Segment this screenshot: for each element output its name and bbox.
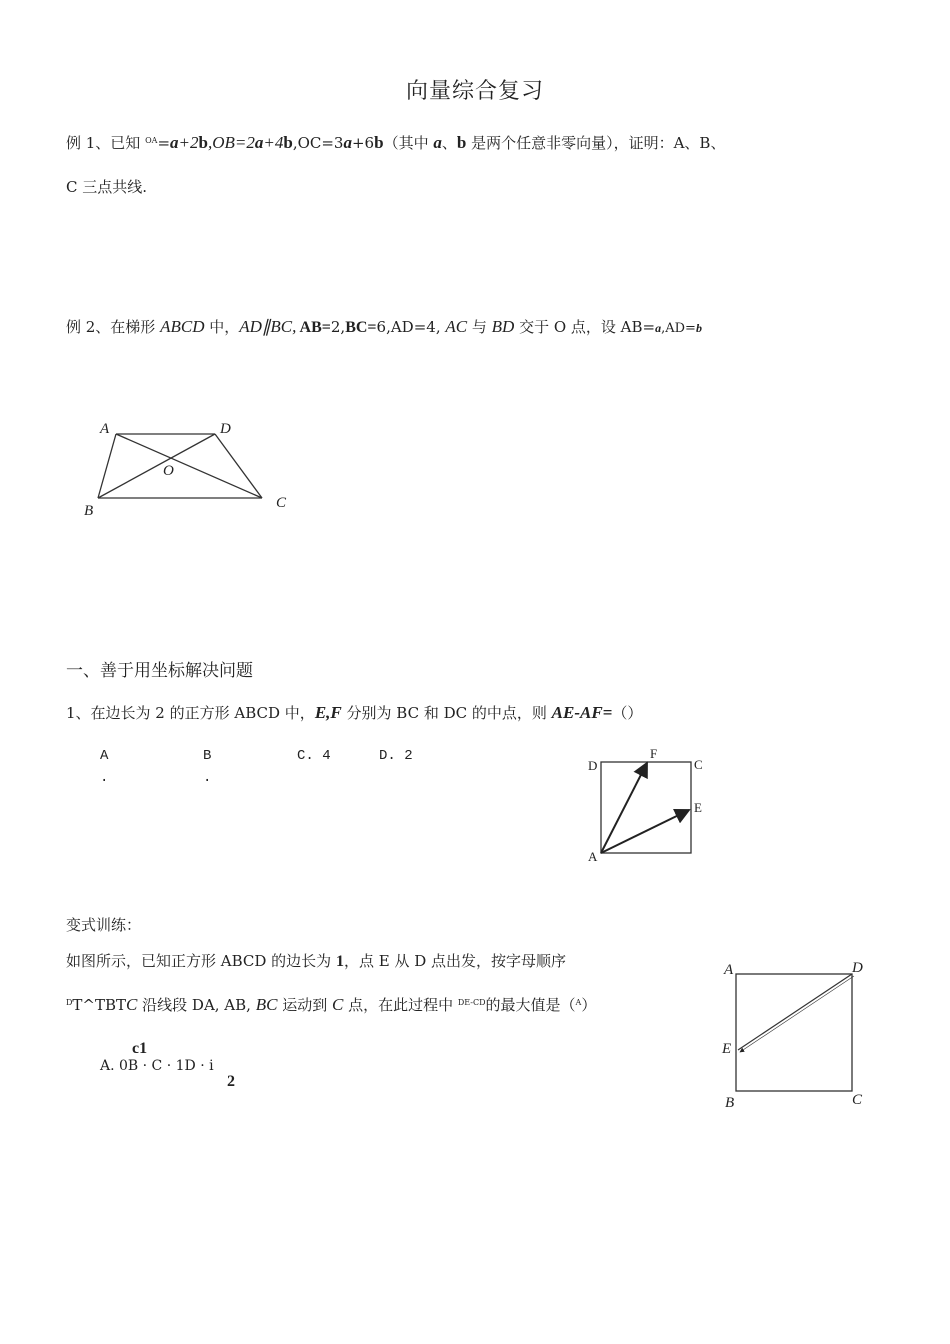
ex2-yu: 与	[467, 318, 492, 336]
label-a: A	[100, 421, 110, 437]
label-d: D	[588, 758, 598, 773]
page-title: 向量综合复习	[405, 79, 544, 104]
label-e: E	[694, 800, 702, 815]
variant-line2a: 沿线段 DA, AB,	[137, 996, 256, 1014]
ex2-ad: ,AD=	[661, 321, 696, 336]
options-top-fragment: c1	[132, 1040, 148, 1057]
variant-options: A. 0B · C · 1D · i	[100, 1058, 214, 1074]
variant-de-tiny: DE-CD	[457, 998, 486, 1007]
variant-line-1	[66, 950, 566, 971]
variant-line2d: 的最大值是（	[485, 996, 576, 1014]
label-c: C	[852, 1092, 863, 1108]
label-a: A	[724, 962, 734, 978]
label-b: B	[725, 1095, 735, 1111]
label-a: A	[588, 849, 598, 864]
vector-af	[601, 763, 647, 853]
variant-path-tiny: D	[66, 998, 73, 1007]
label-c: C	[276, 495, 287, 511]
q1-paren: （）	[612, 704, 643, 722]
edge-ab	[98, 434, 116, 498]
option-b: B	[203, 748, 212, 764]
vec-a: a	[254, 133, 264, 152]
vec-a: a	[343, 133, 352, 152]
vec-b: b	[374, 133, 384, 152]
ex1-plus: +4	[263, 133, 284, 152]
example-2-line	[66, 316, 702, 337]
ex1-plus: +6	[351, 134, 375, 152]
vector-ae	[601, 810, 689, 853]
ex1-oc: ,OC=3	[292, 134, 344, 152]
vec-b: b	[283, 133, 293, 152]
ex2-abcd: ABCD	[160, 317, 205, 336]
ex1-paren: （其中	[383, 134, 434, 152]
vec-b: b	[456, 133, 467, 152]
ex1-ob: ,OB=2	[207, 133, 255, 152]
q1-mid: 分别为 BC 和 DC 的中点，则	[341, 704, 552, 722]
square-de-figure	[715, 955, 875, 1115]
option-b-dot: .	[203, 770, 212, 786]
ex2-ab-val: 2,	[330, 318, 346, 336]
variant-line2b: 运动到	[277, 996, 332, 1014]
ex2-ab: AB=	[296, 319, 331, 336]
variant-one: 1	[335, 953, 344, 970]
ex1-plus: +2	[178, 133, 199, 152]
label-d: D	[220, 421, 231, 437]
ex2-rest: 6,AD=4,	[376, 318, 446, 336]
variant-line2c: 点，在此过程中	[343, 996, 458, 1014]
option-d: D. 2	[379, 748, 413, 764]
variant-line1b: ，点 E 从 D 点出发，按字母顺序	[343, 952, 567, 970]
q1-expr: AE-AF=	[551, 703, 613, 722]
variant-heading: 变式训练：	[66, 916, 142, 934]
question-1	[66, 702, 642, 723]
variant-close: ）	[581, 996, 597, 1014]
vector-de	[740, 976, 854, 1052]
variant-c2: C	[331, 995, 344, 1014]
vector-de-line	[738, 974, 852, 1050]
option-a-dot: .	[100, 770, 109, 786]
variant-answer-tiny: A	[575, 998, 582, 1007]
ex2-adbc: AD∥BC,	[239, 317, 297, 336]
ex1-eq: =	[157, 134, 171, 152]
diagonal-bd	[98, 434, 215, 498]
ex2-label: 例 2、在梯形	[66, 318, 161, 336]
diagonal-ac	[116, 434, 262, 498]
vec-a: a	[170, 133, 179, 152]
ex1-rest: 是两个任意非零向量），证明：A、B、	[466, 134, 726, 152]
square-abcd	[601, 762, 691, 853]
example-1-line-1	[66, 132, 725, 153]
label-d: D	[852, 960, 863, 976]
label-f: F	[650, 746, 658, 761]
variant-c: C	[126, 995, 138, 1014]
ex2-bd: BD	[491, 317, 515, 336]
option-c: C. 4	[297, 748, 331, 764]
example-1-line-2: C 三点共线.	[66, 178, 148, 196]
label-o: O	[163, 463, 174, 479]
ex2-zhong: 中，	[204, 318, 240, 336]
ex2-ac: AC	[445, 317, 468, 336]
vec-a: a	[655, 321, 662, 335]
option-a: A	[100, 748, 109, 764]
label-c: C	[694, 757, 703, 772]
section-heading: 一、善于用坐标解决问题	[66, 661, 253, 681]
vec-b: b	[198, 133, 208, 152]
ex1-sep: 、	[441, 134, 457, 152]
square-ef-figure	[580, 740, 710, 870]
variant-line1a: 如图所示，已知正方形 ABCD 的边长为	[66, 952, 336, 970]
trapezoid-figure	[80, 410, 310, 530]
label-b: B	[84, 503, 94, 519]
ex2-bc: BC=	[345, 319, 377, 336]
q1-ef: E,F	[314, 703, 342, 722]
ex2-jiao: 交于 O 点，设 AB=	[514, 318, 656, 336]
variant-line-2	[66, 994, 596, 1015]
vec-b: b	[695, 321, 702, 335]
variant-bc: BC	[255, 995, 278, 1014]
q1-label: 1、在边长为 2 的正方形 ABCD 中，	[66, 704, 315, 722]
square-abcd	[736, 974, 852, 1091]
options-bottom-fragment: 2	[227, 1073, 235, 1090]
ex1-label: 例 1、已知	[66, 134, 146, 152]
vec-a: a	[433, 133, 442, 152]
ex1-oa-tiny: OA	[145, 136, 158, 145]
variant-path: T^TBT	[72, 996, 127, 1014]
label-e: E	[722, 1041, 732, 1057]
